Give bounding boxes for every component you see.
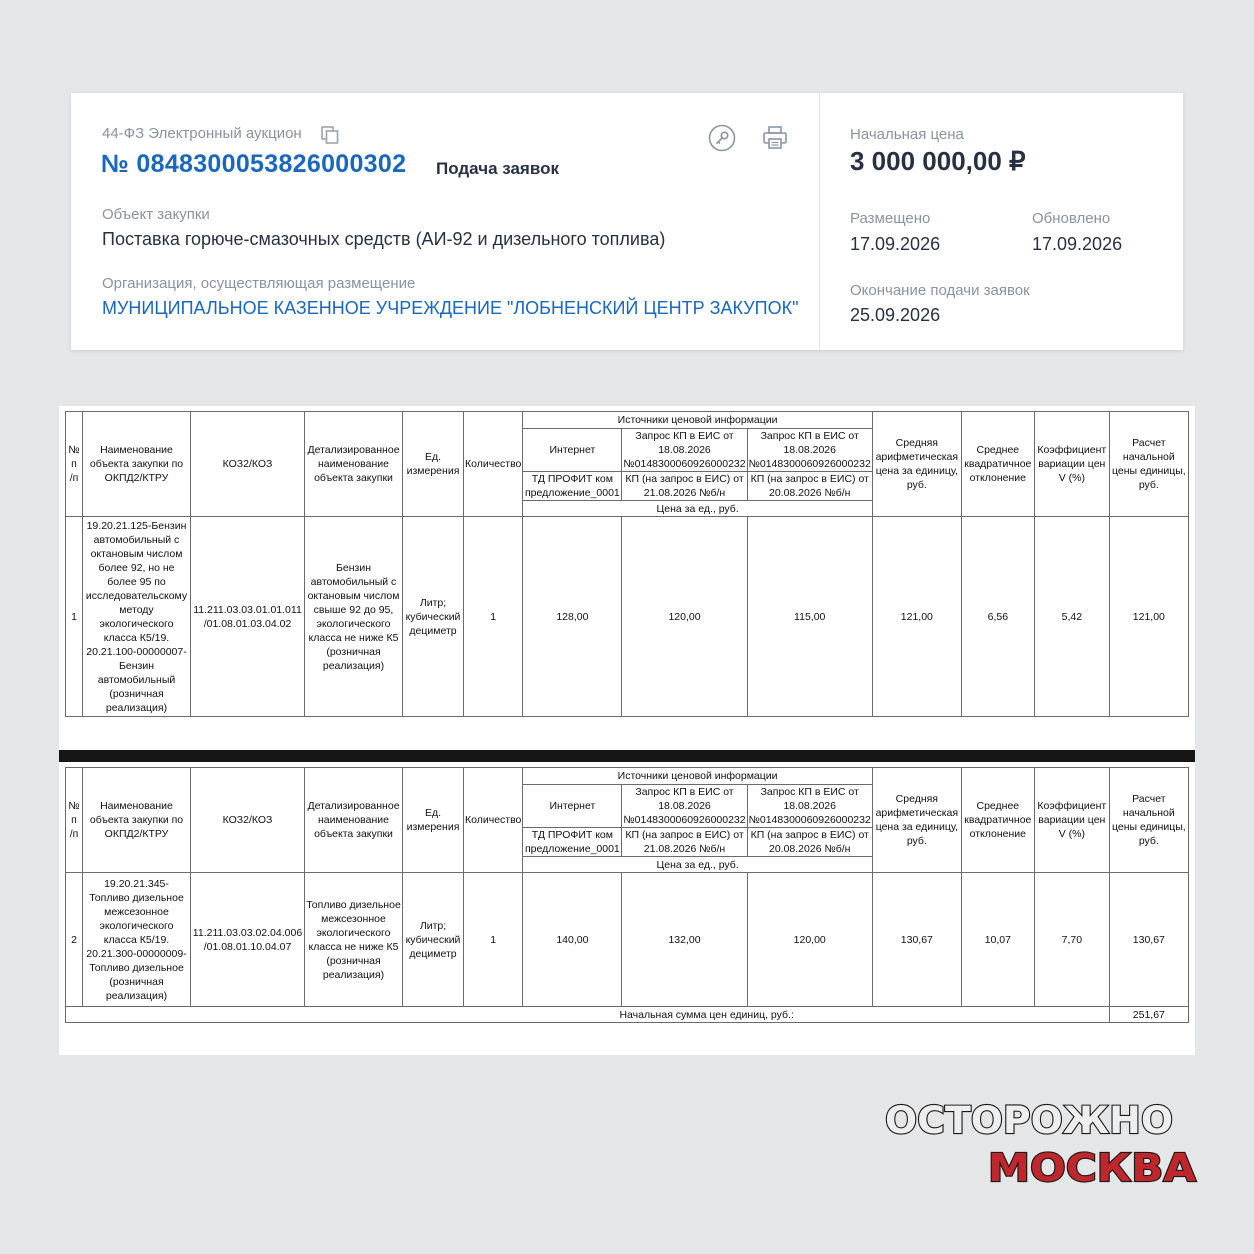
- updated-label: Обновлено: [1032, 210, 1111, 227]
- header-name: Наименование объекта закупки по ОКПД2/КТРУ: [83, 768, 191, 873]
- row-detail: Бензин автомобильный с октановым числом свыше 92 до 95, экологического класса не ниже К5 (розничная реализация): [305, 517, 403, 717]
- header-calc: Расчет начальной цены единицы, руб.: [1109, 412, 1188, 517]
- row-koz: 11.211.03.03.01.01.011 /01.08.01.03.04.02: [191, 517, 305, 717]
- row-coef: 7,70: [1034, 873, 1109, 1007]
- separator-bar: [59, 750, 1195, 762]
- header-calc: Расчет начальной цены единицы, руб.: [1109, 768, 1188, 873]
- header-qty: Количество: [464, 768, 523, 873]
- header-unit: Ед. измерения: [403, 768, 464, 873]
- procurement-info: [71, 93, 819, 350]
- published-label: Размещено: [850, 210, 931, 227]
- header-coef: Коэффициент вариации цен V (%): [1034, 768, 1109, 873]
- header-sub-request-2: КП (на запрос в ЕИС) от 20.08.2026 №б/н: [747, 472, 872, 501]
- header-unit: Ед. измерения: [403, 412, 464, 517]
- row-price-request-2: 115,00: [747, 517, 872, 717]
- organization-label: Организация, осуществляющая размещение: [102, 275, 416, 292]
- header-avg: Средняя арифметическая цена за единицу, руб.: [872, 412, 961, 517]
- header-avg: Средняя арифметическая цена за единицу, руб.: [872, 768, 961, 873]
- header-detail: Детализированное наименование объекта закупки: [305, 768, 403, 873]
- header-qty: Количество: [464, 412, 523, 517]
- row-koz: 11.211.03.03.02.04.006 /01.08.01.10.04.07: [191, 873, 305, 1007]
- header-coef: Коэффициент вариации цен V (%): [1034, 412, 1109, 517]
- price-panel: [820, 93, 1183, 350]
- row-detail: Топливо дизельное межсезонное экологического класса не ниже К5 (розничная реализация): [305, 873, 403, 1007]
- header-request-1: Запрос КП в ЕИС от 18.08.2026 №0148300060926000232: [623, 430, 746, 470]
- row-price-request-1: 120,00: [622, 517, 747, 717]
- header-num: № п /п: [66, 768, 83, 873]
- header-price-per-unit: Цена за ед., руб.: [523, 501, 872, 517]
- header-request-1: Запрос КП в ЕИС от 18.08.2026 №0148300060926000232: [623, 786, 746, 826]
- logo-line-2: МОСКВА: [988, 1146, 1197, 1190]
- price-calculation-sheet-2: [59, 762, 1195, 1055]
- row-price-internet: 140,00: [523, 873, 622, 1007]
- row-unit: Литр; кубический дециметр: [403, 873, 464, 1007]
- header-sub-internet: ТД ПРОФИТ ком предложение_0001: [523, 472, 622, 501]
- updated-date: 17.09.2026: [1032, 234, 1123, 254]
- header-stddev: Среднее квадратичное отклонение: [961, 412, 1034, 517]
- deadline-date: 25.09.2026: [850, 305, 941, 325]
- header-koz: КОЗ2/КОЗ: [191, 412, 305, 517]
- row-num: 1: [66, 517, 83, 717]
- row-stddev: 10,07: [961, 873, 1034, 1007]
- row-avg: 130,67: [872, 873, 961, 1007]
- initial-price-value: 3 000 000,00 ₽: [850, 146, 1026, 176]
- row-unit: Литр; кубический дециметр: [403, 517, 464, 717]
- total-label: Начальная сумма цен единиц, руб.:: [305, 1007, 1110, 1023]
- logo-line-1: ОСТОРОЖНО: [885, 1099, 1173, 1142]
- header-koz: КОЗ2/КОЗ: [191, 768, 305, 873]
- row-num: 2: [66, 873, 83, 1007]
- table-row: [66, 517, 1189, 717]
- law-type-label: 44-ФЗ Электронный аукцион: [102, 125, 302, 142]
- total-row: [66, 1007, 1189, 1023]
- object-value: Поставка горюче-смазочных средств (АИ-92 и дизельного топлива): [102, 229, 666, 249]
- row-price-request-1: 132,00: [622, 873, 747, 1007]
- header-sub-internet: ТД ПРОФИТ ком предложение_0001: [523, 828, 622, 857]
- logo: [880, 1095, 1200, 1190]
- row-price-internet: 128,00: [523, 517, 622, 717]
- row-name: 19.20.21.345-Топливо дизельное межсезонное экологического класса К5/19. 20.21.300-00000009-Топливо дизельное (розничная реализация): [83, 873, 191, 1007]
- procurement-card: [71, 93, 1183, 350]
- header-stddev: Среднее квадратичное отклонение: [961, 768, 1034, 873]
- row-price-request-2: 120,00: [747, 873, 872, 1007]
- header-sub-request-1: КП (на запрос в ЕИС) от 21.08.2026 №б/н: [622, 472, 747, 501]
- print-icon[interactable]: [761, 124, 789, 152]
- header-num: № п /п: [66, 412, 83, 517]
- row-coef: 5,42: [1034, 517, 1109, 717]
- published-date: 17.09.2026: [850, 234, 941, 254]
- row-calc: 130,67: [1109, 873, 1188, 1007]
- row-calc: 121,00: [1109, 517, 1188, 717]
- price-table-1: [65, 411, 1189, 717]
- table-row: [66, 873, 1189, 1007]
- copy-icon[interactable]: [320, 125, 340, 145]
- deadline-label: Окончание подачи заявок: [850, 282, 1030, 299]
- object-label: Объект закупки: [102, 206, 210, 223]
- header-internet: Интернет: [523, 785, 622, 828]
- row-stddev: 6,56: [961, 517, 1034, 717]
- tender-number-link[interactable]: № 0848300053826000302: [101, 150, 407, 178]
- header-sources: Источники ценовой информации: [523, 412, 872, 429]
- row-qty: 1: [464, 873, 523, 1007]
- price-table-2: [65, 767, 1189, 1023]
- status-badge: Подача заявок: [436, 159, 559, 178]
- header-price-per-unit: Цена за ед., руб.: [523, 857, 872, 873]
- header-internet: Интернет: [523, 429, 622, 472]
- header-request-2: Запрос КП в ЕИС от 18.08.2026 №0148300060926000232: [748, 430, 871, 470]
- total-value: 251,67: [1109, 1007, 1188, 1023]
- header-request-2: Запрос КП в ЕИС от 18.08.2026 №0148300060926000232: [748, 786, 871, 826]
- organization-link[interactable]: МУНИЦИПАЛЬНОЕ КАЗЕННОЕ УЧРЕЖДЕНИЕ "ЛОБНЕНСКИЙ ЦЕНТР ЗАКУПОК": [102, 298, 799, 318]
- header-sub-request-1: КП (на запрос в ЕИС) от 21.08.2026 №б/н: [622, 828, 747, 857]
- row-avg: 121,00: [872, 517, 961, 717]
- header-detail: Детализированное наименование объекта закупки: [305, 412, 403, 517]
- row-name: 19.20.21.125-Бензин автомобильный с октановым числом более 92, но не более 95 по исследовательскому методу экологического класса К5/19. 20.21.100-00000007-Бензин автомобильный (розничная реализация): [83, 517, 191, 717]
- row-qty: 1: [464, 517, 523, 717]
- initial-price-label: Начальная цена: [850, 126, 964, 143]
- header-sub-request-2: КП (на запрос в ЕИС) от 20.08.2026 №б/н: [747, 828, 872, 857]
- header-name: Наименование объекта закупки по ОКПД2/КТРУ: [83, 412, 191, 517]
- price-calculation-sheet-1: [59, 406, 1195, 750]
- key-icon[interactable]: [708, 124, 736, 152]
- total-blank: [66, 1007, 305, 1023]
- header-sources: Источники ценовой информации: [523, 768, 872, 785]
